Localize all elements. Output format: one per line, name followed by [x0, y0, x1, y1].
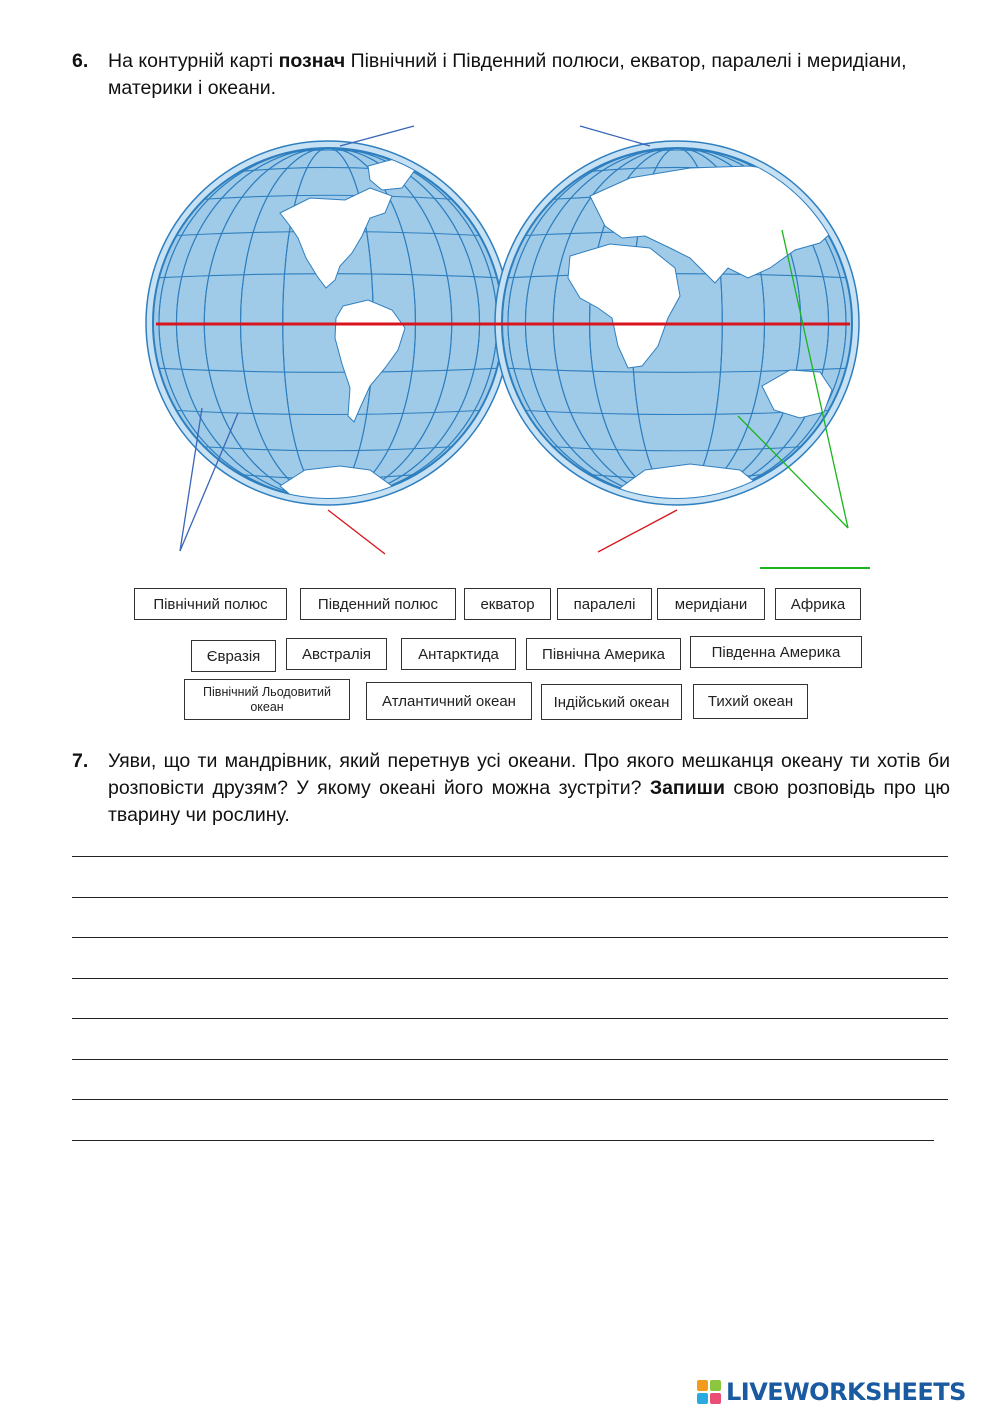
logo-icon [697, 1380, 721, 1404]
answer-line[interactable] [72, 1018, 948, 1019]
task-text [108, 748, 950, 829]
card-indian-ocean[interactable]: Індійський океан [541, 684, 682, 720]
answer-line[interactable] [72, 937, 948, 938]
card-parallels[interactable]: паралелі [557, 588, 652, 620]
card-north-pole[interactable]: Північний полюс [134, 588, 287, 620]
logo-text: LIVEWORKSHEETS [726, 1378, 966, 1406]
task-text [108, 48, 950, 102]
card-arctic-ocean[interactable]: Північний Льодовитий океан [184, 679, 350, 720]
card-australia[interactable]: Австралія [286, 638, 387, 670]
card-south-america[interactable]: Південна Америка [690, 636, 862, 668]
card-africa[interactable]: Африка [775, 588, 861, 620]
task-text-bold: познач [278, 50, 346, 72]
answer-line[interactable] [72, 1140, 934, 1141]
task-text-part: На контурній карті [108, 50, 279, 72]
task-number: 7. [72, 750, 89, 772]
logo-square [710, 1393, 721, 1404]
task-text-part: Уяви, що ти мандрівник, який перетнув усі океани. Про якого мешканця океану ти хотів би розповісти друзям? У якому океані його можна зустріти? [108, 750, 950, 799]
answer-line[interactable] [72, 856, 948, 857]
logo-square [697, 1393, 708, 1404]
task-number: 6. [72, 50, 89, 72]
answer-line[interactable] [72, 978, 948, 979]
card-eurasia[interactable]: Євразія [191, 640, 276, 672]
card-equator[interactable]: екватор [464, 588, 551, 620]
liveworksheets-logo [697, 1378, 966, 1406]
card-meridians[interactable]: меридіани [657, 588, 765, 620]
card-pacific-ocean[interactable]: Тихий океан [693, 684, 808, 719]
task-text-part: свою розповідь про цю тварину чи рослину. [108, 777, 950, 826]
answer-line[interactable] [72, 1059, 948, 1060]
answer-line[interactable] [72, 1099, 948, 1100]
card-north-america[interactable]: Північна Америка [526, 638, 681, 670]
card-antarctica[interactable]: Антарктида [401, 638, 516, 670]
task-text-part: Північний і Південний полюси, екватор, паралелі і меридіани, материки і океани. [108, 50, 907, 99]
task-7 [72, 748, 950, 829]
logo-square [710, 1380, 721, 1391]
task-text-bold: Запиши [649, 777, 725, 799]
world-hemispheres-map [130, 118, 870, 578]
card-atlantic-ocean[interactable]: Атлантичний океан [366, 682, 532, 720]
logo-square [697, 1380, 708, 1391]
task-6 [72, 48, 950, 102]
answer-line[interactable] [72, 897, 948, 898]
card-south-pole[interactable]: Південний полюс [300, 588, 456, 620]
